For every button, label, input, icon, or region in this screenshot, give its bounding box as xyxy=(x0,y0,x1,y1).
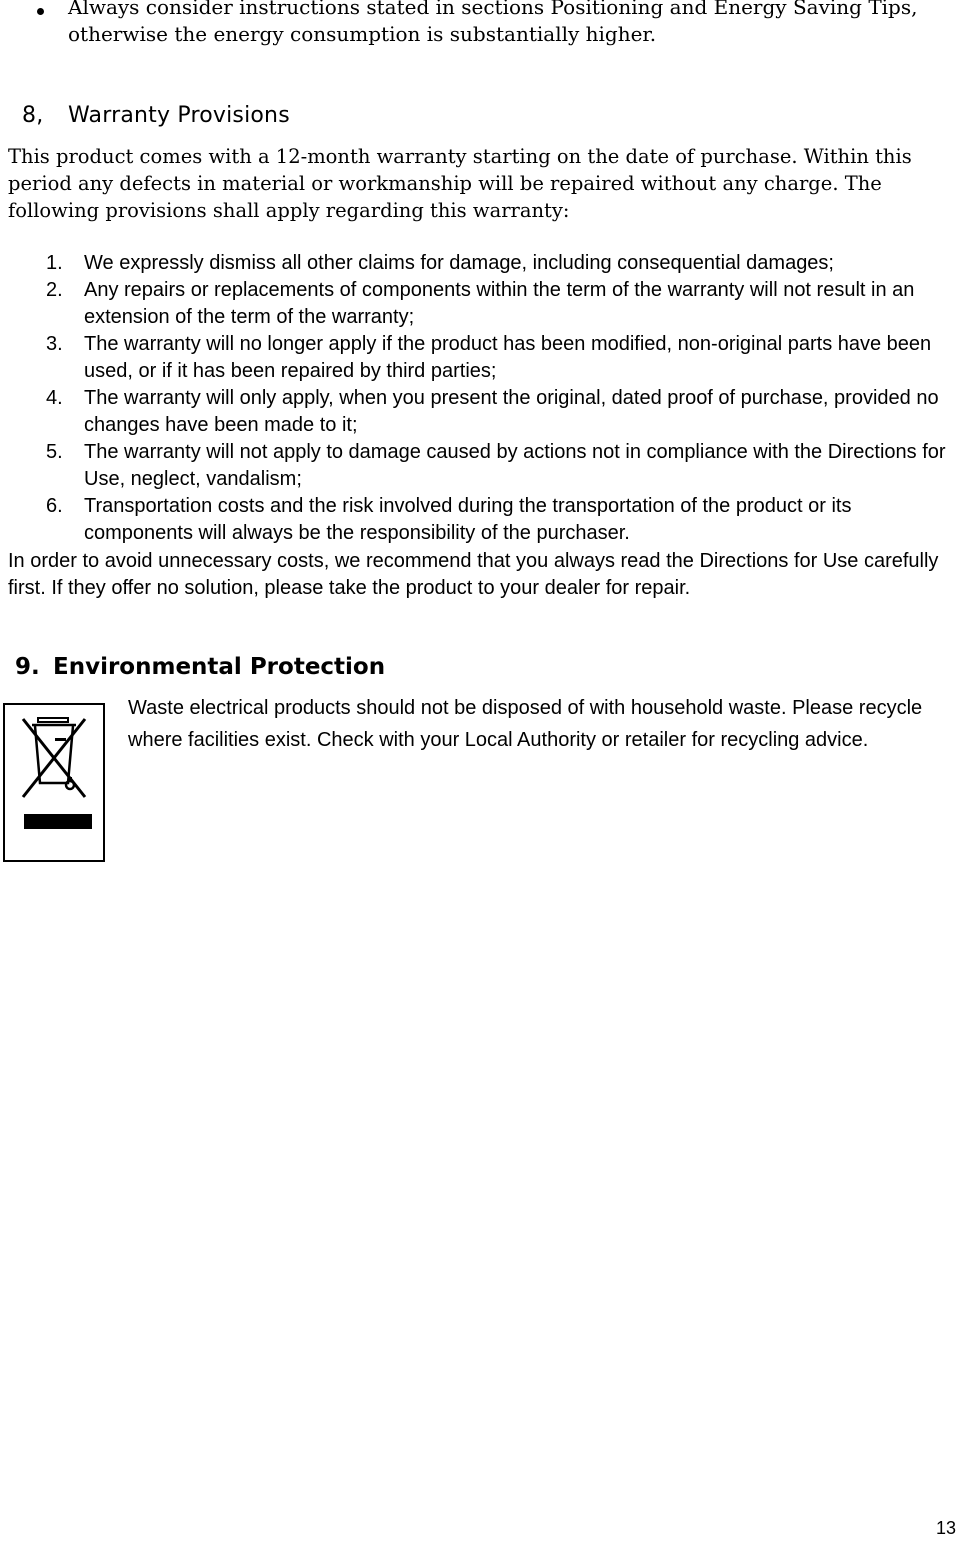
section-8-number: 8, xyxy=(22,103,44,128)
section-9-title: Environmental Protection xyxy=(53,654,386,680)
section-8-title: Warranty Provisions xyxy=(68,103,290,128)
list-item xyxy=(0,439,960,493)
list-item xyxy=(0,331,960,385)
warranty-provisions-list xyxy=(0,250,960,547)
wheelie-bin-graphic xyxy=(5,705,103,860)
section-9-number: 9. xyxy=(15,654,40,680)
warranty-intro: This product comes with a 12-month warranty starting on the date of purchase. Within this period any defects in material or workmanship will be repaired without any charge. The following provisions shall apply regarding this warranty: xyxy=(8,145,912,222)
list-item-text: We expressly dismiss all other claims for damage, including consequential damages; xyxy=(84,252,834,274)
warranty-closing-paragraph: In order to avoid unnecessary costs, we recommend that you always read the Directions for Use carefully first. If they offer no solution, please take the product to your dealer for repair. xyxy=(8,550,939,599)
bullet-icon xyxy=(37,8,44,15)
list-item-text: The warranty will no longer apply if the product has been modified, non-original parts have been used, or if it has been repaired by third parties; xyxy=(84,333,932,382)
list-item xyxy=(0,250,960,277)
section-8-heading xyxy=(22,103,290,128)
section-9-heading xyxy=(15,654,385,680)
list-item-number: 2. xyxy=(46,279,63,301)
list-item-number: 3. xyxy=(46,333,63,355)
list-item-text: Transportation costs and the risk involved during the transportation of the product or its components will always be the responsibility of the purchaser. xyxy=(84,495,852,544)
crossed-out-wheelie-bin-icon xyxy=(3,703,105,862)
list-item-number: 6. xyxy=(46,495,63,517)
list-item-text: The warranty will only apply, when you present the original, dated proof of purchase, provided no changes have been made to it; xyxy=(84,387,939,436)
list-item xyxy=(0,493,960,547)
list-item-number: 1. xyxy=(46,252,63,274)
environmental-protection-text: Waste electrical products should not be disposed of with household waste. Please recycle where facilities exist. Check with your Local Authority or retailer for recycling advice. xyxy=(128,697,923,751)
list-item-text: The warranty will not apply to damage caused by actions not in compliance with the Directions for Use, neglect, vandalism; xyxy=(84,441,946,490)
list-item xyxy=(0,385,960,439)
list-item-number: 4. xyxy=(46,387,63,409)
list-item xyxy=(0,277,960,331)
page-number: 13 xyxy=(935,1518,956,1538)
list-item-number: 5. xyxy=(46,441,63,463)
list-item-text: Any repairs or replacements of components within the term of the warranty will not result in an extension of the term of the warranty; xyxy=(84,279,915,328)
energy-bullet-text: Always consider instructions stated in sections Positioning and Energy Saving Tips, otherwise the energy consumption is substantially higher. xyxy=(68,0,918,46)
